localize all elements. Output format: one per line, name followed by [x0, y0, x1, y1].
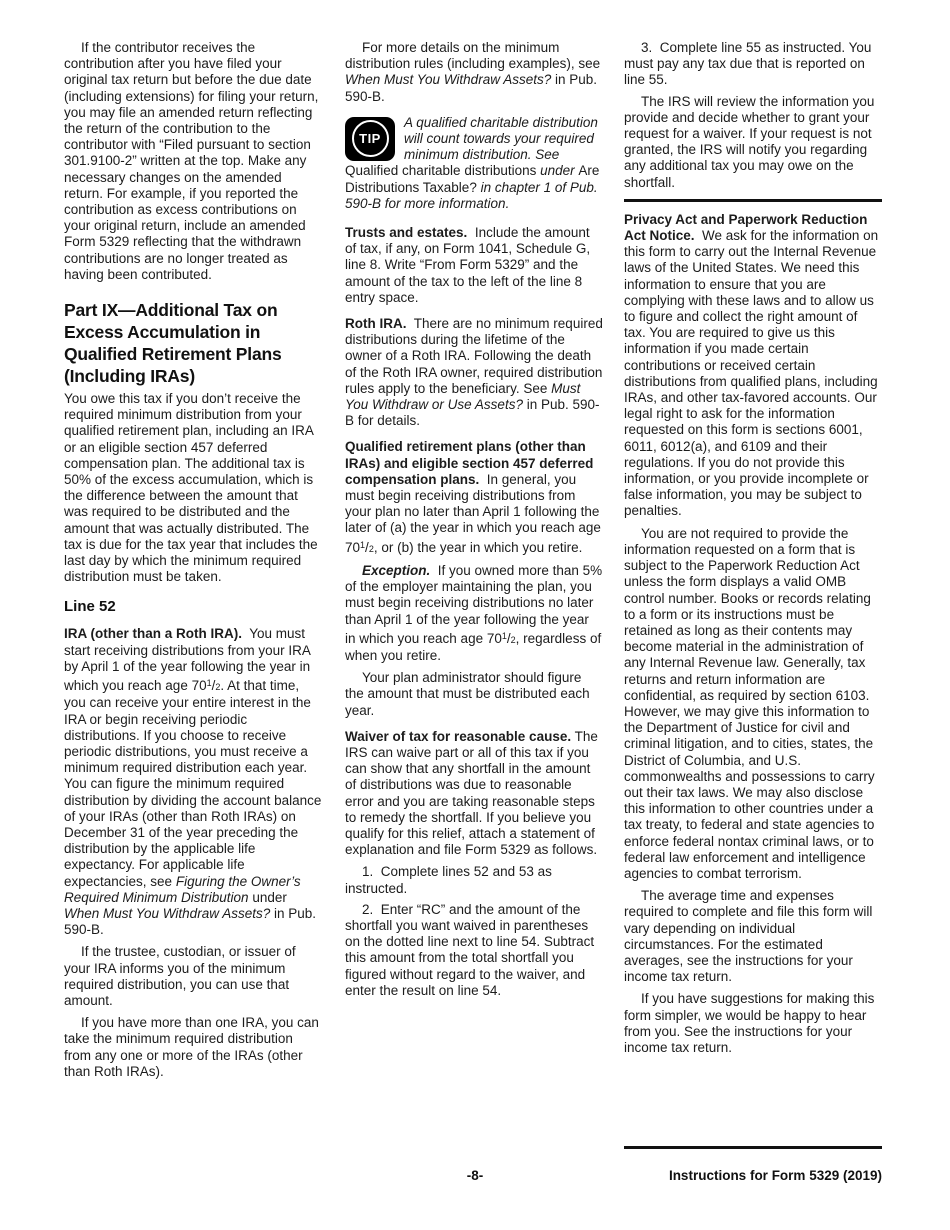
waiver-paragraph: Waiver of tax for reasonable cause. The IRS can waive part or all of this tax if you can show that any shortfall in the amount of distributions was due to reasonable error and you are taking reasonable steps to remedy the shortfall. If you believe you qualify for this relief, attach a statement of explanation and file Form 5329 as follows.	[345, 728, 598, 858]
privacy-act-paragraph: Privacy Act and Paperwork Reduction Act Notice. We ask for the information on this form to carry out the Internal Revenue laws of the United States. We need this information to ensure that you are complying with these laws and to allow us to figure and collect the right amount of tax. You are required to give us this information if you made certain contributions or received certain distributions from qualified plans, including IRAs, and other tax-favored accounts. Our legal right to ask for the information requested on this form is sections 6001, 6011, 6012(a), and 6109 and their regulations. If you do not provide this information, or you provide incomplete or false information, you may be subject to penalties.	[624, 211, 879, 519]
text-run: When Must You Withdraw Assets?	[345, 72, 552, 88]
part-ix-intro-paragraph: You owe this tax if you don’t receive the required minimum distribution from your qualified retirement plan, including an IRA or an eligible section 457 deferred compensation plan. The additional tax is 50% of the excess accumulation, which is the difference between the amount that was required to be distributed and the amount that was actually distributed. The tax is due for the tax year that includes the last day by which the minimum required distribution must be taken.	[64, 391, 318, 585]
column-left	[64, 40, 322, 1086]
text-run: 2	[215, 682, 221, 693]
text-run: 1	[501, 630, 507, 641]
line-52-heading: Line 52	[64, 598, 116, 616]
text-run: IRA (other than a Roth IRA).	[64, 626, 242, 642]
text-run: Qualified retirement plans (other than IRAs) and eligible section 457 deferred compensation plans.	[345, 439, 594, 487]
footer-divider	[624, 1146, 882, 1149]
step-2-item: 2. Enter “RC” and the amount of the shortfall you want waived in parentheses on the dotted line next to line 54. Subtract this amount from the total shortfall you figured without regard to the waiver, and enter the result on line 54.	[345, 901, 595, 998]
text-run: Figuring the Owner’s Required Minimum Distribution	[64, 873, 301, 905]
page-number: -8-	[466, 1168, 484, 1183]
more-details-paragraph: For more details on the minimum distribution rules (including examples), see When Must You Withdraw Assets? in Pub. 590-B.	[345, 40, 601, 104]
roth-ira-paragraph: Roth IRA. There are no minimum required distributions during the lifetime of the owner of a Roth IRA. Following the death of the Roth IRA owner, required distribution rules apply to the beneficiary. See Must You Withdraw or Use Assets? in Pub. 590-B for details.	[345, 316, 603, 429]
irs-review-paragraph: The IRS will review the information you provide and decide whether to grant your request for a waiver. If your request is not granted, the IRS will notify you regarding any additional tax you may owe on the shortfall.	[624, 93, 875, 190]
text-run: 2	[510, 634, 516, 645]
column-right	[624, 40, 882, 1062]
plan-administrator-paragraph: Your plan administrator should figure the amount that must be distributed each year.	[345, 670, 590, 718]
time-expenses-paragraph: The average time and expenses required to complete and file this form will vary depending on individual circumstances. For the estimated averages, see the instructions for your income tax return.	[624, 888, 873, 985]
text-run: under	[536, 163, 579, 179]
qualified-plans-paragraph: Qualified retirement plans (other than IRAs) and eligible section 457 deferred compensation plans. In general, you must begin receiving distributions from your plan no later than April 1 following the later of (a) the year in which you reach age $70^1/2$, or (b) the year in which you retire.	[345, 439, 601, 555]
text-run: When Must You Withdraw Assets?	[64, 905, 271, 921]
exception-paragraph: Exception. If you owned more than 5% of the employer maintaining the plan, you must begin receiving distributions no later than April 1 of the year following the year in which you reach age $70^1/2$, regardless of when you retire.	[345, 562, 603, 663]
trusts-and-estates-paragraph: Trusts and estates. Include the amount of tax, if any, on Form 1041, Schedule G, line 8. Write “From Form 5329” and the amount of the tax to the left of the line 8 entry space.	[345, 225, 591, 305]
tip-icon: TIP	[345, 117, 395, 161]
text-run: Exception.	[362, 562, 431, 578]
ira-other-than-roth-paragraph: IRA (other than a Roth IRA). You must start receiving distributions from your IRA by April 1 of the year following the year in which you reach age $70^1/2$. At that time, you can receive your entire interest in the IRA or begin receiving periodic distributions. If you choose to receive periodic distributions, you must receive a minimum required distribution each year. You can figure the minimum required distribution by dividing the account balance of your IRAs (other than Roth IRAs) on December 31 of the year preceding the distribution by the applicable life expectancy. For applicable life expectancies, see Figuring the Owner’s Required Minimum Distribution under When Must You Withdraw Assets? in Pub. 590-B.	[64, 626, 322, 938]
step-1-item: 1. Complete lines 52 and 53 as instructed.	[345, 864, 552, 896]
text-run: A qualified charitable distribution will count towards your required minimum distribution. See	[404, 114, 598, 163]
text-run: 2	[368, 543, 374, 554]
text-run: 1	[360, 539, 366, 550]
amended-return-paragraph: If the contributor receives the contribution after you have filed your original tax return but before the due date (including extensions) for filing your return, you may file an amended return reflecting the return of the contribution to the contributor with “Filed pursuant to section 301.9100-2” written at the top. Make any necessary changes on the amended return. For example, if you reported the contribution as excess contributions on your original return, include an amended Form 5329 reflecting that the withdrawn contributions are no longer treated as having been contributed.	[64, 40, 319, 282]
privacy-section-divider	[624, 199, 882, 202]
paperwork-reduction-paragraph: You are not required to provide the information requested on a form that is subject to the Paperwork Reduction Act unless the form displays a valid OMB control number. Books or records relating to a form or its instructions must be retained as long as their contents may become material in the administration of any Internal Revenue law. Generally, tax returns and return information are confidential, as required by section 6103. However, we may give this information to the Department of Justice for civil and criminal litigation, and to cities, states, the District of Columbia, and U.S. commonwealths and possessions to carry out their tax laws. We may also disclose this information to other countries under a tax treaty, to federal and state agencies to enforce federal nontax criminal laws, or to federal law enforcement and intelligence agencies to combat terrorism.	[624, 525, 875, 881]
column-middle	[345, 40, 603, 1004]
text-run: Must You Withdraw or Use Assets?	[345, 380, 581, 413]
footer-title: Instructions for Form 5329 (2019)	[668, 1168, 882, 1183]
text-run: 1	[206, 678, 212, 689]
suggestions-paragraph: If you have suggestions for making this form simpler, we would be happy to hear from you. See the instructions for your income tax return.	[624, 991, 875, 1055]
text-run: Roth IRA.	[345, 316, 407, 332]
multiple-ira-paragraph: If you have more than one IRA, you can take the minimum required distribution from any one or more of the IRAs (other than Roth IRAs).	[64, 1015, 319, 1079]
text-run: Privacy Act and Paperwork Reduction Act Notice.	[624, 211, 868, 244]
trustee-paragraph: If the trustee, custodian, or issuer of your IRA informs you of the minimum required distribution, you can use that amount.	[64, 944, 296, 1008]
text-run: in chapter 1 of Pub. 590-B for more information.	[345, 179, 598, 211]
step-3-item: 3. Complete line 55 as instructed. You must pay any tax due that is reported on line 55.	[624, 40, 872, 88]
tip-note: TIP A qualified charitable distribution will count towards your required minimum distribution. See Qualified charitable distributions under Are Distributions Taxable? in chapter 1 of Pub. 590-B for more information.	[345, 114, 600, 211]
text-run: Trusts and estates.	[345, 225, 468, 241]
text-run: Waiver of tax for reasonable cause.	[345, 728, 572, 744]
part-ix-heading: Part IX—Additional Tax on Excess Accumulation in Qualified Retirement Plans (Including IRAs)	[64, 300, 282, 387]
